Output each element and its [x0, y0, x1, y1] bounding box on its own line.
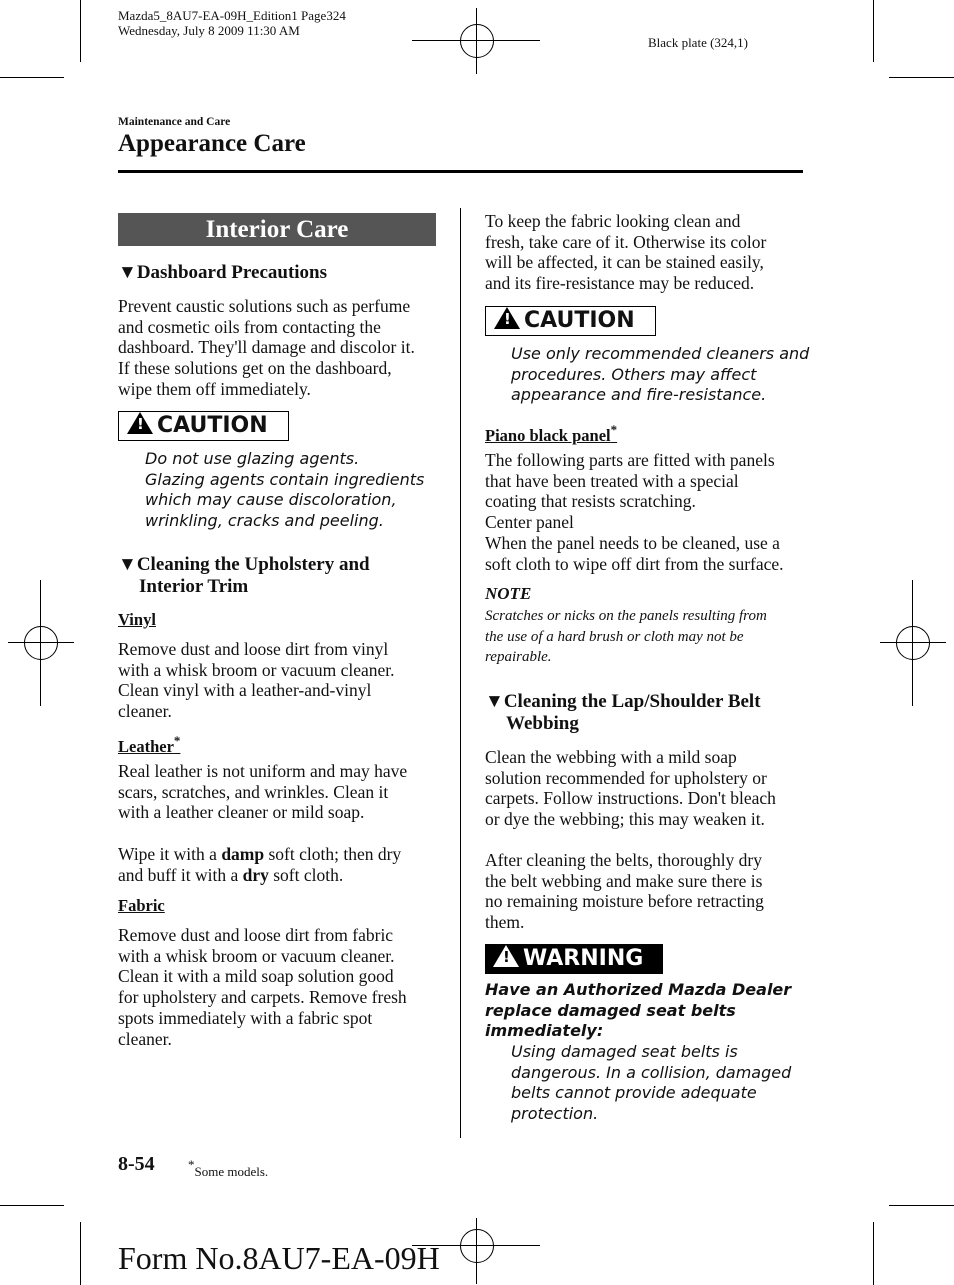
caution-box-left: ! CAUTION	[118, 411, 289, 441]
down-triangle-icon: ▼	[118, 554, 137, 575]
piano-black-text: The following parts are fitted with panels that have been treated with a special coating that resists scratching. Center panel When the panel needs to be cleaned, use a soft cloth to wipe off dirt from the surface.	[485, 450, 784, 574]
plate-label: Black plate (324,1)	[648, 35, 748, 50]
warning-box: ! WARNING	[485, 944, 663, 974]
exclamation-triangle-icon: !	[494, 307, 520, 329]
fabric-label: Fabric	[118, 896, 165, 915]
interior-care-banner: Interior Care	[118, 213, 436, 246]
fabric-continued-text: To keep the fabric looking clean and fresh, take care of it. Otherwise its color will be affected, it can be stained easily, and its fire-resistance may be reduced.	[485, 211, 767, 294]
dashboard-text: Prevent caustic solutions such as perfume and cosmetic oils from contacting the dashboard. They'll damage and discolor it. If these solutions get on the dashboard, wipe them off immediately.	[118, 296, 415, 399]
belt-webbing-heading: ▼Cleaning the Lap/Shoulder Belt Webbing	[485, 691, 761, 734]
footnote: *Some models.	[188, 1157, 269, 1179]
note-text: Scratches or nicks on the panels resulting from the use of a hard brush or cloth may not be repairable.	[485, 608, 767, 666]
down-triangle-icon: ▼	[485, 691, 504, 712]
print-meta-line1: Mazda5_8AU7-EA-09H_Edition1 Page324	[118, 8, 346, 23]
form-number: Form No.8AU7-EA-09H	[118, 1240, 440, 1276]
print-meta	[118, 8, 346, 38]
page-title: Appearance Care	[118, 130, 306, 157]
caution-box-right: ! CAUTION	[485, 306, 656, 336]
asterisk-mark: *	[173, 733, 181, 748]
vinyl-label: Vinyl	[118, 610, 156, 629]
caution-text-right: Use only recommended cleaners and procedures. Others may affect appearance and fire-resistance.	[511, 344, 810, 405]
piano-black-label: Piano black panel*	[485, 422, 618, 445]
page-number: 8-54	[118, 1153, 155, 1175]
header-rule	[118, 170, 803, 173]
warning-bold-text: Have an Authorized Mazda Dealer replace damaged seat belts immediately:	[485, 980, 792, 1041]
warning-text: Using damaged seat belts is dangerous. In a collision, damaged belts cannot provide adequate protection.	[511, 1042, 792, 1124]
asterisk-mark: *	[188, 1157, 195, 1172]
leather-label: Leather*	[118, 733, 181, 756]
exclamation-triangle-icon: !	[127, 412, 153, 434]
caution-text-left: Do not use glazing agents. Glazing agents contain ingredients which may cause discoloration, wrinkling, cracks and peeling.	[145, 449, 425, 531]
print-meta-line2: Wednesday, July 8 2009 11:30 AM	[118, 23, 300, 38]
vinyl-text: Remove dust and loose dirt from vinyl with a whisk broom or vacuum cleaner. Clean vinyl with a leather-and-vinyl cleaner.	[118, 639, 395, 722]
down-triangle-icon: ▼	[118, 262, 137, 283]
belt-text-2: After cleaning the belts, thoroughly dry the belt webbing and make sure there is no remaining moisture before retracting them.	[485, 850, 764, 933]
belt-text-1: Clean the webbing with a mild soap solution recommended for upholstery or carpets. Follow instructions. Don't bleach or dye the webbing; this may weaken it.	[485, 747, 776, 830]
upholstery-heading: ▼Cleaning the Upholstery and Interior Trim	[118, 554, 370, 597]
wipe-text: Wipe it with a damp soft cloth; then dry and buff it with a dry soft cloth.	[118, 844, 402, 885]
section-label: Maintenance and Care	[118, 116, 231, 128]
exclamation-triangle-icon: !	[493, 945, 519, 967]
fabric-text: Remove dust and loose dirt from fabric with a whisk broom or vacuum cleaner. Clean it with a mild soap solution good for upholstery and carpets. Remove fresh spots immediately with a fabric spot cleaner.	[118, 925, 407, 1049]
asterisk-mark: *	[610, 422, 618, 437]
column-divider	[460, 208, 461, 1138]
note-label: NOTE	[485, 584, 532, 603]
leather-text: Real leather is not uniform and may have scars, scratches, and wrinkles. Clean it with a leather cleaner or mild soap.	[118, 761, 408, 823]
dashboard-precautions-heading: ▼Dashboard Precautions	[118, 262, 328, 283]
